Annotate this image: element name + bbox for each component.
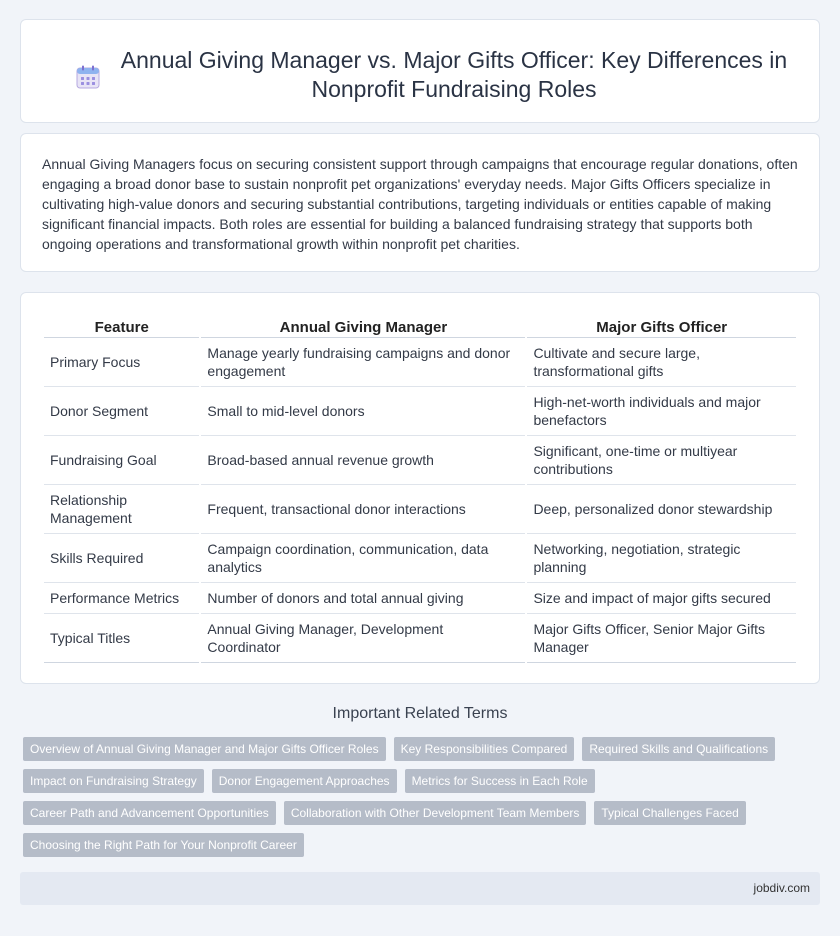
table-cell: Relationship Management (44, 485, 199, 534)
table-cell: Typical Titles (44, 614, 199, 663)
table-cell: Annual Giving Manager, Development Coordinator (201, 614, 525, 663)
table-cell: Manage yearly fundraising campaigns and donor engagement (201, 338, 525, 387)
table-header-row (44, 311, 796, 338)
table-cell: Frequent, transactional donor interactions (201, 485, 525, 534)
table-cell: Skills Required (44, 534, 199, 583)
related-term-tag[interactable]: Collaboration with Other Development Team Members (284, 801, 587, 825)
table-cell: Size and impact of major gifts secured (527, 583, 796, 614)
related-term-tag[interactable]: Overview of Annual Giving Manager and Major Gifts Officer Roles (23, 737, 386, 761)
related-term-tag[interactable]: Choosing the Right Path for Your Nonprofit Career (23, 833, 304, 857)
related-term-tag[interactable]: Key Responsibilities Compared (394, 737, 575, 761)
footer-site-link[interactable]: jobdiv.com (753, 881, 810, 895)
related-term-tag[interactable]: Career Path and Advancement Opportunities (23, 801, 276, 825)
related-terms-heading: Important Related Terms (332, 705, 508, 722)
related-term-tag[interactable]: Typical Challenges Faced (594, 801, 745, 825)
footer (20, 872, 820, 905)
column-header: Major Gifts Officer (527, 311, 796, 338)
table-cell: Donor Segment (44, 387, 199, 436)
page-title: Annual Giving Manager vs. Major Gifts Officer: Key Differences in Nonprofit Fundraising Roles (120, 47, 788, 102)
table-cell: Small to mid-level donors (201, 387, 525, 436)
table-cell: Performance Metrics (44, 583, 199, 614)
table-cell: Networking, negotiation, strategic planning (527, 534, 796, 583)
table-cell: Number of donors and total annual giving (201, 583, 525, 614)
table-cell: Significant, one-time or multiyear contributions (527, 436, 796, 485)
related-term-tag[interactable]: Metrics for Success in Each Role (405, 769, 595, 793)
table-cell: Campaign coordination, communication, data analytics (201, 534, 525, 583)
related-terms-list (23, 737, 803, 857)
table-row (44, 338, 796, 387)
table-cell: Cultivate and secure large, transformational gifts (527, 338, 796, 387)
table-cell: Fundraising Goal (44, 436, 199, 485)
calendar-icon (75, 64, 101, 90)
related-term-tag[interactable]: Required Skills and Qualifications (582, 737, 775, 761)
table-cell: High-net-worth individuals and major benefactors (527, 387, 796, 436)
table-cell: Primary Focus (44, 338, 199, 387)
intro-paragraph: Annual Giving Managers focus on securing consistent support through campaigns that encourage regular donations, often engaging a broad donor base to sustain nonprofit pet organizations' everyday needs. Major Gifts Officers specialize in cultivating high-value donors and securing substantial contributions, targeting individuals or entities capable of making significant financial impacts. Both roles are essential for building a balanced fundraising strategy that supports both ongoing operations and transformational growth within nonprofit pet charities. (42, 156, 798, 252)
table-row (44, 387, 796, 436)
comparison-table-card (20, 292, 820, 684)
table-cell: Deep, personalized donor stewardship (527, 485, 796, 534)
table-cell: Major Gifts Officer, Senior Major Gifts Manager (527, 614, 796, 663)
table-row (44, 534, 796, 583)
table-row (44, 614, 796, 663)
column-header: Annual Giving Manager (201, 311, 525, 338)
table-row (44, 436, 796, 485)
intro-card (20, 133, 820, 272)
table-row (44, 485, 796, 534)
column-header: Feature (44, 311, 199, 338)
related-term-tag[interactable]: Impact on Fundraising Strategy (23, 769, 204, 793)
title-card (20, 19, 820, 123)
comparison-table (42, 311, 798, 663)
related-term-tag[interactable]: Donor Engagement Approaches (212, 769, 397, 793)
table-cell: Broad-based annual revenue growth (201, 436, 525, 485)
table-row (44, 583, 796, 614)
